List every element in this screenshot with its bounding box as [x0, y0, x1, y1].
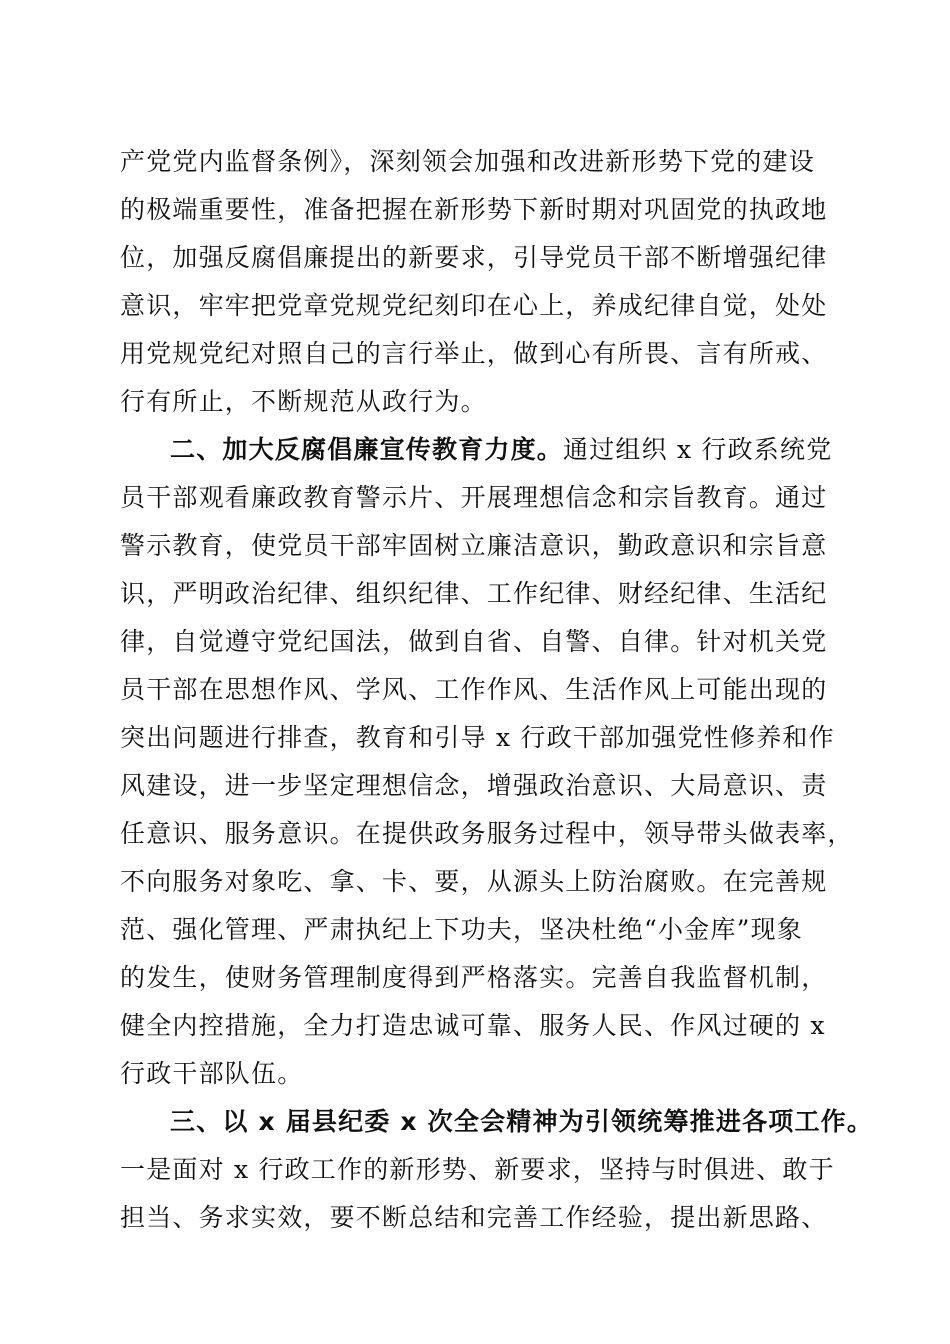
paragraph-line: 行有所止，不断规范从政行为。 [120, 387, 487, 416]
paragraph-line: 担当、务求实效，要不断总结和完善工作经验，提出新思路、 [120, 1203, 828, 1232]
paragraph-line: 突出问题进行排查，教育和引导 x 行政干部加强党性修养和作 [120, 723, 835, 752]
paragraph-line: 识，严明政治纪律、组织纪律、工作纪律、财经纪律、生活纪 [120, 579, 828, 608]
paragraph-line: 员干部在思想作风、学风、工作作风、生活作风上可能出现的 [120, 675, 828, 704]
paragraph-line: 员干部观看廉政教育警示片、开展理想信念和宗旨教育。通过 [120, 483, 828, 512]
paragraph-line: 用党规党纪对照自己的言行举止，做到心有所畏、言有所戒、 [120, 339, 828, 368]
paragraph-line: 任意识、服务意识。在提供政务服务过程中，领导带头做表率， [120, 819, 854, 848]
paragraph-line: 范、强化管理、严肃执纪上下功夫，坚决杜绝“小金库”现象 [120, 915, 803, 944]
section-3-heading: 三、以 x 届县纪委 x 次全会精神为引领统筹推进各项工作。 [170, 1107, 874, 1136]
paragraph-line: 意识，牢牢把党章党规党纪刻印在心上，养成纪律自觉，处处 [120, 291, 828, 320]
paragraph-line: 产党党内监督条例》，深刻领会加强和改进新形势下党的建设 [120, 147, 815, 176]
paragraph-line: 一是面对 x 行政工作的新形势、新要求，坚持与时俱进、敢于 [120, 1155, 835, 1184]
paragraph-line: 健全内控措施，全力打造忠诚可靠、服务人民、作风过硬的 x [120, 1011, 826, 1040]
section-2-heading: 二、加大反腐倡廉宣传教育力度。 [170, 435, 564, 464]
paragraph-line: 不向服务对象吃、拿、卡、要，从源头上防治腐败。在完善规 [120, 867, 828, 896]
paragraph-line: 的极端重要性，准备把握在新形势下新时期对巩固党的执政地 [120, 195, 828, 224]
paragraph-line: 风建设，进一步坚定理想信念，增强政治意识、大局意识、责 [120, 771, 828, 800]
paragraph-line: 的发生，使财务管理制度得到严格落实。完善自我监督机制， [120, 963, 828, 992]
paragraph-line: 行政干部队伍。 [120, 1059, 304, 1088]
paragraph-line: 位，加强反腐倡廉提出的新要求，引导党员干部不断增强纪律 [120, 243, 828, 272]
section-2-first-line-text: 通过组织 x 行政系统党 [563, 435, 833, 464]
paragraph-line: 律，自觉遵守党纪国法，做到自省、自警、自律。针对机关党 [120, 627, 828, 656]
paragraph-line: 警示教育，使党员干部牢固树立廉洁意识，勤政意识和宗旨意 [120, 531, 828, 560]
section-2-first-line [170, 430, 832, 470]
